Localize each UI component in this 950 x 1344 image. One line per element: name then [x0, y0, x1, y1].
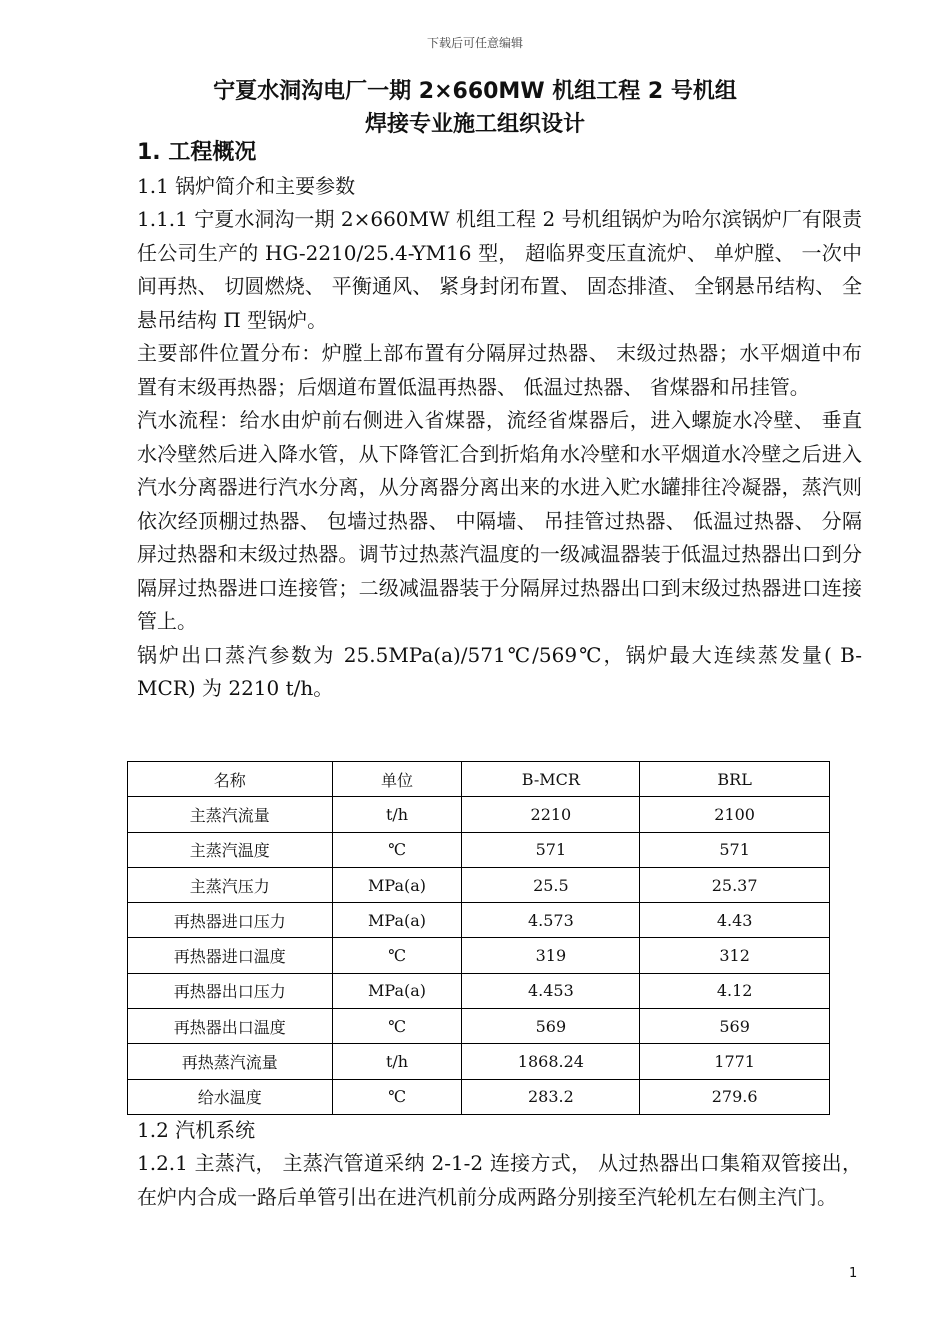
page-number: 1: [849, 1266, 858, 1281]
table-cell: t/h: [332, 797, 462, 832]
table-cell: 主蒸汽温度: [128, 832, 333, 867]
table-cell: 再热器进口温度: [128, 938, 333, 973]
header-cell: 名称: [128, 762, 333, 797]
paragraph-main-steam: 1.2.1 主蒸汽， 主蒸汽管道采纳 2-1-2 连接方式， 从过热器出口集箱双管接出，在炉内合成一路后单管引出在进汽机前分成两路分别接至汽轮机左右侧主汽门。: [137, 1151, 862, 1209]
table-row: [128, 938, 830, 973]
table-cell: 569: [640, 1009, 830, 1044]
table-row: [128, 1009, 830, 1044]
paragraph-outlet-params: 锅炉出口蒸汽参数为 25.5MPa(a)/571℃/569℃，锅炉最大连续蒸发量( B-MCR) 为 2210 t/h。: [137, 642, 862, 700]
table-cell: 主蒸汽压力: [128, 867, 333, 902]
table-cell: ℃: [332, 1079, 462, 1114]
table-cell: 再热蒸汽流量: [128, 1044, 333, 1079]
table-cell: 4.573: [462, 903, 640, 938]
table-cell: 25.37: [640, 867, 830, 902]
table-cell: 571: [640, 832, 830, 867]
document-title-line2: 焊接专业施工组织设计: [364, 112, 585, 137]
table-cell: 4.453: [462, 973, 640, 1008]
table-cell: 279.6: [640, 1079, 830, 1114]
table-cell: 2210: [462, 797, 640, 832]
table-row: [128, 1044, 830, 1079]
section-heading-1-1: 1.1 锅炉简介和主要参数: [137, 174, 356, 198]
table-cell: 2100: [640, 797, 830, 832]
table-cell: 主蒸汽流量: [128, 797, 333, 832]
table-cell: ℃: [332, 832, 462, 867]
table-cell: t/h: [332, 1044, 462, 1079]
table-cell: 4.12: [640, 973, 830, 1008]
table-cell: 312: [640, 938, 830, 973]
document-body: [137, 136, 862, 706]
table-cell: ℃: [332, 1009, 462, 1044]
table-cell: 571: [462, 832, 640, 867]
table-cell: 569: [462, 1009, 640, 1044]
table-cell: 再热器进口压力: [128, 903, 333, 938]
table-cell: 再热器出口温度: [128, 1009, 333, 1044]
paragraph-steam-water-flow: 汽水流程：给水由炉前右侧进入省煤器，流经省煤器后，进入螺旋水冷壁、 垂直水冷壁然后进入降水管，从下降管汇合到折焰角水冷壁和水平烟道水冷壁之后进入汽水分离器进行汽水分离，从分离器分离出来的水进入贮水罐排往冷凝器，蒸汽则依次经顶棚过热器、 包墙过热器、 中隔墙、 吊挂管过热器、 低温过热器、 分隔屏过热器和末级过热器。调节过热蒸汽温度的一级减温器装于低温过热器出口到分隔屏过热器进口连接管；二级减温器装于分隔屏过热器出口到末级过热器进口连接管上。: [137, 408, 862, 633]
table-row: [128, 867, 830, 902]
table-cell: 25.5: [462, 867, 640, 902]
header-cell: B-MCR: [462, 762, 640, 797]
boiler-parameter-table: [127, 761, 830, 1115]
table-cell: 319: [462, 938, 640, 973]
table-cell: 再热器出口压力: [128, 973, 333, 1008]
header-cell: BRL: [640, 762, 830, 797]
paragraph-component-layout: 主要部件位置分布：炉膛上部布置有分隔屏过热器、 末级过热器；水平烟道中布置有末级再热器；后烟道布置低温再热器、 低温过热器、 省煤器和吊挂管。: [137, 341, 862, 399]
section-heading-1-2: 1.2 汽机系统: [137, 1118, 256, 1142]
document-title-line1: 宁夏水洞沟电厂一期 2×660MW 机组工程 2 号机组: [213, 79, 737, 104]
table-row: [128, 1079, 830, 1114]
header-cell: 单位: [332, 762, 462, 797]
table-cell: MPa(a): [332, 867, 462, 902]
document-body-continued: [137, 1114, 862, 1214]
table-cell: ℃: [332, 938, 462, 973]
table-cell: MPa(a): [332, 903, 462, 938]
table-cell: MPa(a): [332, 973, 462, 1008]
section-heading-1: 1. 工程概况: [137, 140, 257, 165]
table-row: [128, 797, 830, 832]
table-row: [128, 832, 830, 867]
table-header-row: [128, 762, 830, 797]
table-row: [128, 973, 830, 1008]
table-cell: 4.43: [640, 903, 830, 938]
table-cell: 1771: [640, 1044, 830, 1079]
page-header: 下载后可任意编辑: [426, 36, 523, 50]
table-row: [128, 903, 830, 938]
table-cell: 给水温度: [128, 1079, 333, 1114]
table-cell: 283.2: [462, 1079, 640, 1114]
table-cell: 1868.24: [462, 1044, 640, 1079]
paragraph-boiler-intro: 1.1.1 宁夏水洞沟一期 2×660MW 机组工程 2 号机组锅炉为哈尔滨锅炉厂有限责任公司生产的 HG-2210/25.4-YM16 型， 超临界变压直流炉、 单炉膛、 一次中间再热、 切圆燃烧、 平衡通风、 紧身封闭布置、 固态排渣、 全钢悬吊结构、 全悬吊结构 Π 型锅炉。: [137, 207, 862, 332]
